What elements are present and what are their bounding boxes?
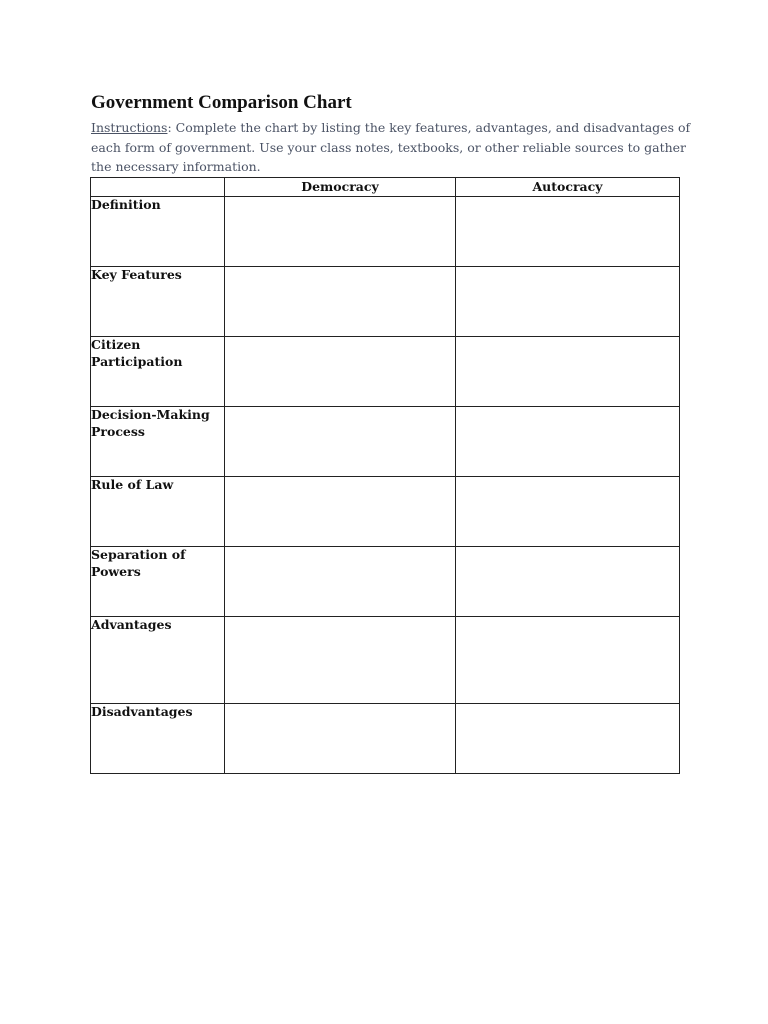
cell-autocracy-definition[interactable]: [456, 197, 680, 267]
cell-democracy-rule-of-law[interactable]: [225, 477, 456, 547]
table-row: [91, 337, 680, 407]
row-label-advantages: Advantages: [91, 617, 225, 704]
cell-autocracy-key-features[interactable]: [456, 267, 680, 337]
column-header-autocracy: Autocracy: [456, 178, 680, 197]
row-label-key-features: Key Features: [91, 267, 225, 337]
row-label-rule-of-law: Rule of Law: [91, 477, 225, 547]
comparison-table: [90, 177, 680, 774]
row-label-definition: Definition: [91, 197, 225, 267]
cell-democracy-advantages[interactable]: [225, 617, 456, 704]
instructions-text: : Complete the chart by listing the key features, advantages, and disadvantages of each form of government. Use your class notes, textbooks, or other reliable sources to gather the necessary information.: [91, 120, 691, 174]
row-label-separation-of-powers: Separation of Powers: [91, 547, 225, 617]
cell-autocracy-decision-making-process[interactable]: [456, 407, 680, 477]
column-header-democracy: Democracy: [225, 178, 456, 197]
table-row: [91, 547, 680, 617]
cell-democracy-disadvantages[interactable]: [225, 704, 456, 774]
table-row: [91, 617, 680, 704]
row-label-disadvantages: Disadvantages: [91, 704, 225, 774]
instructions-paragraph: [91, 118, 691, 177]
row-label-decision-making-process: Decision-Making Process: [91, 407, 225, 477]
cell-autocracy-separation-of-powers[interactable]: [456, 547, 680, 617]
corner-cell: [91, 178, 225, 197]
cell-democracy-key-features[interactable]: [225, 267, 456, 337]
cell-democracy-decision-making-process[interactable]: [225, 407, 456, 477]
cell-autocracy-disadvantages[interactable]: [456, 704, 680, 774]
table-row: [91, 477, 680, 547]
table-row: [91, 197, 680, 267]
cell-autocracy-advantages[interactable]: [456, 617, 680, 704]
cell-democracy-citizen-participation[interactable]: [225, 337, 456, 407]
table-row: [91, 704, 680, 774]
page-title: Government Comparison Chart: [91, 92, 352, 113]
table-row: [91, 407, 680, 477]
cell-democracy-separation-of-powers[interactable]: [225, 547, 456, 617]
cell-autocracy-citizen-participation[interactable]: [456, 337, 680, 407]
row-label-citizen-participation: Citizen Participation: [91, 337, 225, 407]
instructions-lead: Instructions: [91, 120, 168, 135]
cell-autocracy-rule-of-law[interactable]: [456, 477, 680, 547]
table-header-row: [91, 178, 680, 197]
cell-democracy-definition[interactable]: [225, 197, 456, 267]
table-row: [91, 267, 680, 337]
